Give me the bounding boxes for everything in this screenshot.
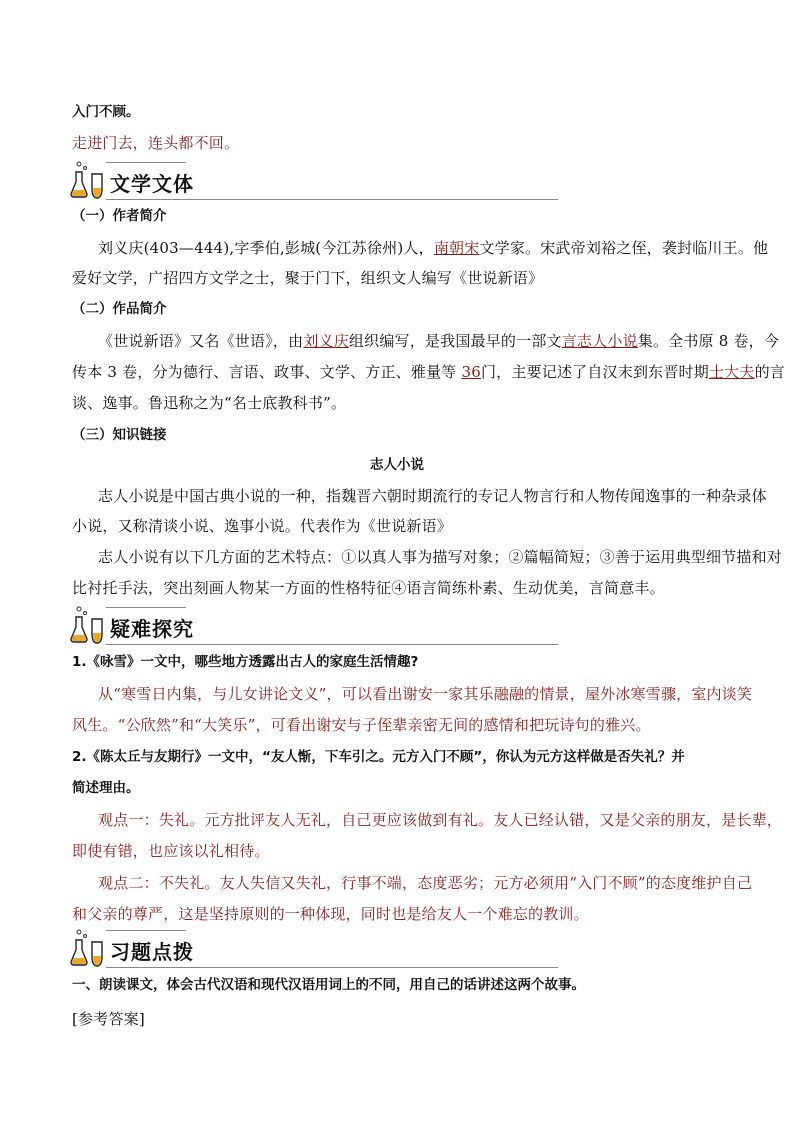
section-header-inquiry (70, 605, 558, 645)
reference-label: [参考答案] (72, 1010, 145, 1028)
paragraph-line (98, 238, 768, 258)
term-link[interactable]: 士大夫 (708, 363, 755, 381)
question-line: 一、朗读课文，体会古代汉语和现代汉语用词上的不同，用自己的话讲述这两个故事。 (72, 977, 585, 993)
term-link[interactable]: 36 (461, 363, 481, 381)
section-title: 文学文体 (110, 172, 194, 196)
question-line: 2.《陈太丘与友期行》一文中，“友人惭，下车引之。元方入门不顾”，你认为元方这样做是否失礼？并 (72, 749, 685, 765)
section-header-exercise (70, 928, 558, 968)
answer-line: 走进门去，连头都不回。 (72, 134, 240, 152)
paragraph-line: 志人小说是中国古典小说的一种，指魏晋六朝时期流行的专记人物言行和人物传闻逸事的一种杂录体 (98, 487, 767, 505)
answer-line: 观点一：失礼。元方批评友人无礼，自己更应该做到有礼。友人已经认错，又是父亲的朋友，是长辈， (98, 811, 783, 829)
subheading-link: （三）知识链接 (72, 427, 167, 443)
text-span: 传本 3 卷，分为德行、言语、政事、文学、方正、雅量等 (72, 363, 462, 381)
paragraph-line: 比衬托手法，突出刻画人物某一方面的性格特征④语言简练朴素、生动优美，言简意丰。 (72, 579, 665, 597)
question-line: 1.《咏雪》一文中，哪些地方透露出古人的家庭生活情趣? (72, 654, 419, 670)
text-span: 集。全书原 8 卷，今 (637, 332, 780, 350)
answer-line: 观点二：不失礼。友人失信又失礼，行事不端，态度恶劣；元方必须用“入门不顾”的态度维护自己 (98, 874, 753, 892)
subheading-author: （一）作者简介 (72, 208, 167, 224)
text-span: 组织编写，是我国最早的一部文 (348, 332, 562, 350)
text-line: 入门不顾。 (72, 104, 140, 120)
text-span: 文学家。宋武帝刘裕之侄，袭封临川王。他 (479, 239, 769, 257)
paragraph-line: 爱好文学，广招四方文学之士，聚于门下，组织文人编写《世说新语》 (72, 269, 544, 287)
paragraph-line: 谈、逸事。鲁迅称之为“名士底教科书”。 (72, 394, 347, 412)
term-link[interactable]: 言志人小说 (561, 332, 638, 350)
answer-line: 从“寒雪日内集，与儿女讲论文义”，可以看出谢安一家其乐融融的情景，屋外冰寒雪骤，室内谈笑 (98, 685, 753, 703)
text-span: 的言 (754, 363, 785, 381)
text-span: 《世说新语》又名《世语》，由 (98, 332, 304, 350)
paragraph-line: 志人小说有以下几方面的艺术特点：①以真人事为描写对象；②篇幅简短；③善于运用典型细节描和对 (98, 548, 783, 566)
flask-icon (70, 605, 106, 645)
flask-icon (70, 160, 106, 200)
flask-icon (70, 928, 106, 968)
question-line: 简述理由。 (72, 780, 140, 796)
term-link[interactable]: 南朝宋 (433, 239, 480, 257)
term-link[interactable]: 刘义庆 (303, 332, 349, 350)
section-title: 习题点拨 (110, 940, 194, 964)
subheading-work: （二）作品简介 (72, 301, 167, 317)
paragraph-line: 小说，又称清谈小说、逸事小说。代表作为《世说新语》 (72, 517, 453, 535)
answer-line: 风生。“公欣然”和“大笑乐”，可看出谢安与子侄辈亲密无间的感情和把玩诗句的雅兴。 (72, 716, 651, 734)
paragraph-line (98, 331, 779, 351)
center-title: 志人小说 (370, 457, 424, 473)
text-span: 门，主要记述了自汉末到东晋时期 (480, 363, 709, 381)
text-span: 刘义庆(403—444),字季伯,彭城(今江苏徐州)人， (98, 239, 434, 257)
section-title: 疑难探究 (110, 617, 194, 641)
answer-line: 即使有错，也应该以礼相待。 (72, 842, 270, 860)
paragraph-line (72, 362, 785, 382)
answer-line: 和父亲的尊严，这是坚持原则的一种体现，同时也是给友人一个难忘的教训。 (72, 905, 589, 923)
section-header-literature (70, 160, 558, 200)
